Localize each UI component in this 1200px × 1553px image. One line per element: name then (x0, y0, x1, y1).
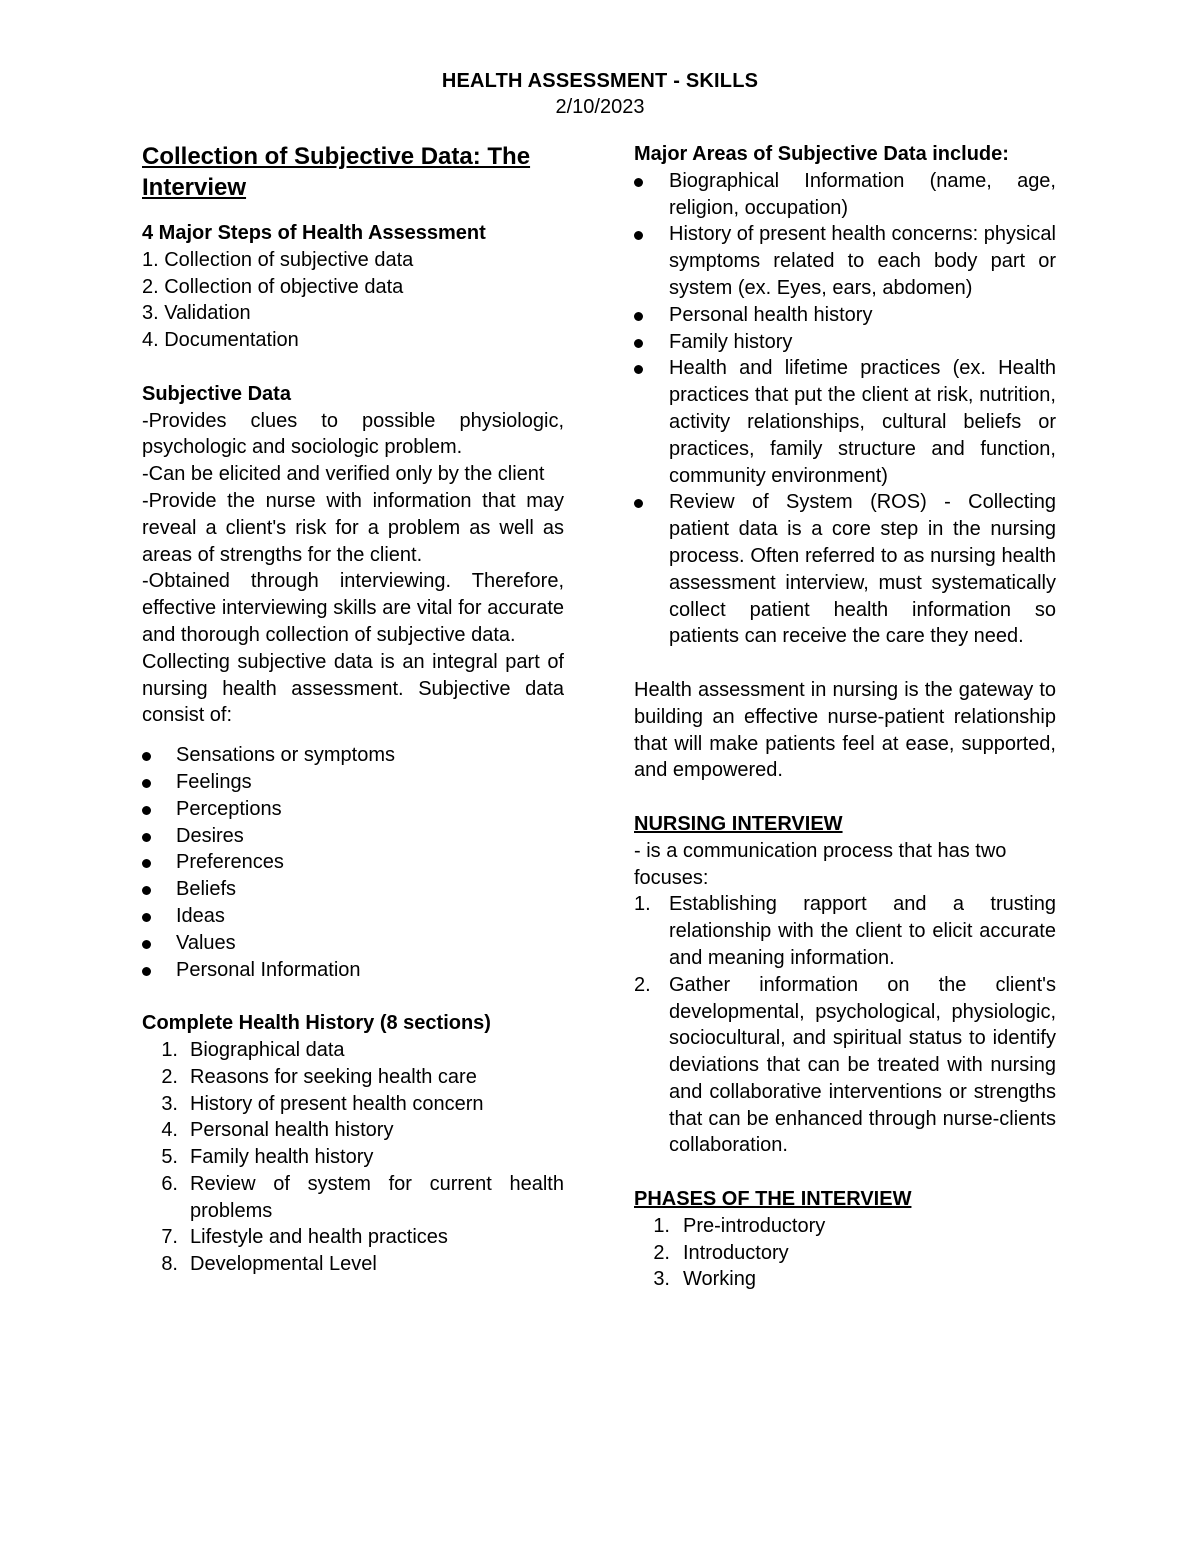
bullet-icon (142, 940, 151, 949)
step-item: 1. Collection of subjective data (142, 248, 414, 271)
health-history-list (142, 1037, 564, 1278)
subjective-paragraph: -Obtained through interviewing. Therefore, effective interviewing skills are vital for accurate and thorough collection of subjective data. (142, 570, 564, 646)
list-item: 2. Reasons for seeking health care (161, 1065, 477, 1088)
bullet-icon (142, 913, 151, 922)
list-item: 8. Developmental Level (161, 1253, 377, 1276)
document-title: HEALTH ASSESSMENT - SKILLS (441, 70, 759, 92)
list-item: Feelings (142, 769, 564, 796)
bullet-icon (142, 752, 151, 761)
list-item: 4. Personal health history (161, 1119, 394, 1142)
bullet-icon (142, 967, 151, 976)
list-item: 1. Biographical data (161, 1038, 345, 1061)
health-history-heading: Complete Health History (8 sections) (142, 1012, 491, 1035)
list-item: 6. Review of system for current health problems (161, 1172, 564, 1222)
nursing-interview-list (634, 891, 1056, 1159)
bullet-icon (142, 886, 151, 895)
steps-list (142, 247, 564, 354)
page-header (0, 68, 1200, 120)
subjective-paragraph: -Provide the nurse with information that may reveal a client's risk for a problem as well as areas of strengths for the client. (142, 489, 564, 566)
subjective-items-list (142, 742, 564, 983)
list-item: Family history (634, 329, 1056, 356)
list-item: 3. Working (653, 1268, 756, 1291)
list-item: 1. Establishing rapport and a trusting relationship with the client to elicit accurate and meaning information. (634, 893, 1056, 969)
list-item: Review of System (ROS) - Collecting patient data is a core step in the nursing process. Often referred to as nursing health assessment interview, must systematically collect patient health information so patients can receive the care they need. (634, 489, 1056, 650)
list-item: Health and lifetime practices (ex. Health practices that put the client at risk, nutrition, activity relationships, cultural beliefs or practices, family structure and function, community environment) (634, 355, 1056, 489)
list-item: Biographical Information (name, age, religion, occupation) (634, 168, 1056, 222)
subjective-paragraph: Collecting subjective data is an integral part of nursing health assessment. Subjective data consist of: (142, 650, 564, 727)
gateway-paragraph: Health assessment in nursing is the gateway to building an effective nurse-patient relationship that will make patients feel at ease, supported, and empowered. (634, 678, 1056, 782)
phases-heading: PHASES OF THE INTERVIEW (634, 1188, 912, 1211)
bullet-icon (634, 231, 643, 240)
list-item: 3. History of present health concern (161, 1092, 484, 1115)
document-date: 2/10/2023 (555, 96, 645, 118)
steps-heading: 4 Major Steps of Health Assessment (142, 222, 486, 244)
main-heading: Collection of Subjective Data: The Interview (142, 143, 531, 201)
list-item: Beliefs (142, 876, 564, 903)
bullet-icon (142, 806, 151, 815)
list-item: Perceptions (142, 796, 564, 823)
nursing-interview-heading: NURSING INTERVIEW (634, 812, 843, 835)
bullet-icon (634, 339, 643, 348)
list-item: 1. Pre-introductory (653, 1214, 826, 1237)
list-item: Preferences (142, 849, 564, 876)
list-item: History of present health concerns: physical symptoms related to each body part or system (ex. Eyes, ears, abdomen) (634, 221, 1056, 301)
right-column (634, 141, 1056, 1293)
subjective-paragraph: -Can be elicited and verified only by the client (142, 463, 545, 486)
major-areas-heading: Major Areas of Subjective Data include: (634, 143, 1009, 165)
bullet-icon (142, 859, 151, 868)
subjective-paragraph: -Provides clues to possible physiologic, psychologic and sociologic problem. (142, 409, 564, 459)
list-item: Values (142, 930, 564, 957)
step-item: 3. Validation (142, 302, 251, 325)
bullet-icon (634, 365, 643, 374)
list-item: Sensations or symptoms (142, 742, 564, 769)
bullet-icon (634, 312, 643, 321)
list-item: Personal health history (634, 302, 1056, 329)
list-item: Personal Information (142, 957, 564, 984)
major-areas-list (634, 168, 1056, 650)
list-item: Ideas (142, 903, 564, 930)
bullet-icon (634, 178, 643, 187)
phases-list (634, 1213, 1056, 1293)
subjective-data-heading: Subjective Data (142, 382, 291, 405)
list-item: 7. Lifestyle and health practices (161, 1226, 448, 1249)
nursing-interview-intro: - is a communication process that has two focuses: (634, 839, 1007, 889)
step-item: 4. Documentation (142, 329, 299, 352)
left-column (142, 141, 564, 1278)
bullet-icon (142, 833, 151, 842)
list-item: Desires (142, 823, 564, 850)
list-item: 2. Gather information on the client's developmental, psychological, physiologic, sociocultural, and spiritual status to identify deviations that can be treated with nursing and collaborative interventions or strengths that can be enhanced through nurse-clients collaboration. (634, 973, 1056, 1157)
step-item: 2. Collection of objective data (142, 275, 404, 298)
bullet-icon (142, 779, 151, 788)
list-item: 2. Introductory (653, 1241, 789, 1264)
list-item: 5. Family health history (161, 1146, 374, 1169)
bullet-icon (634, 499, 643, 508)
